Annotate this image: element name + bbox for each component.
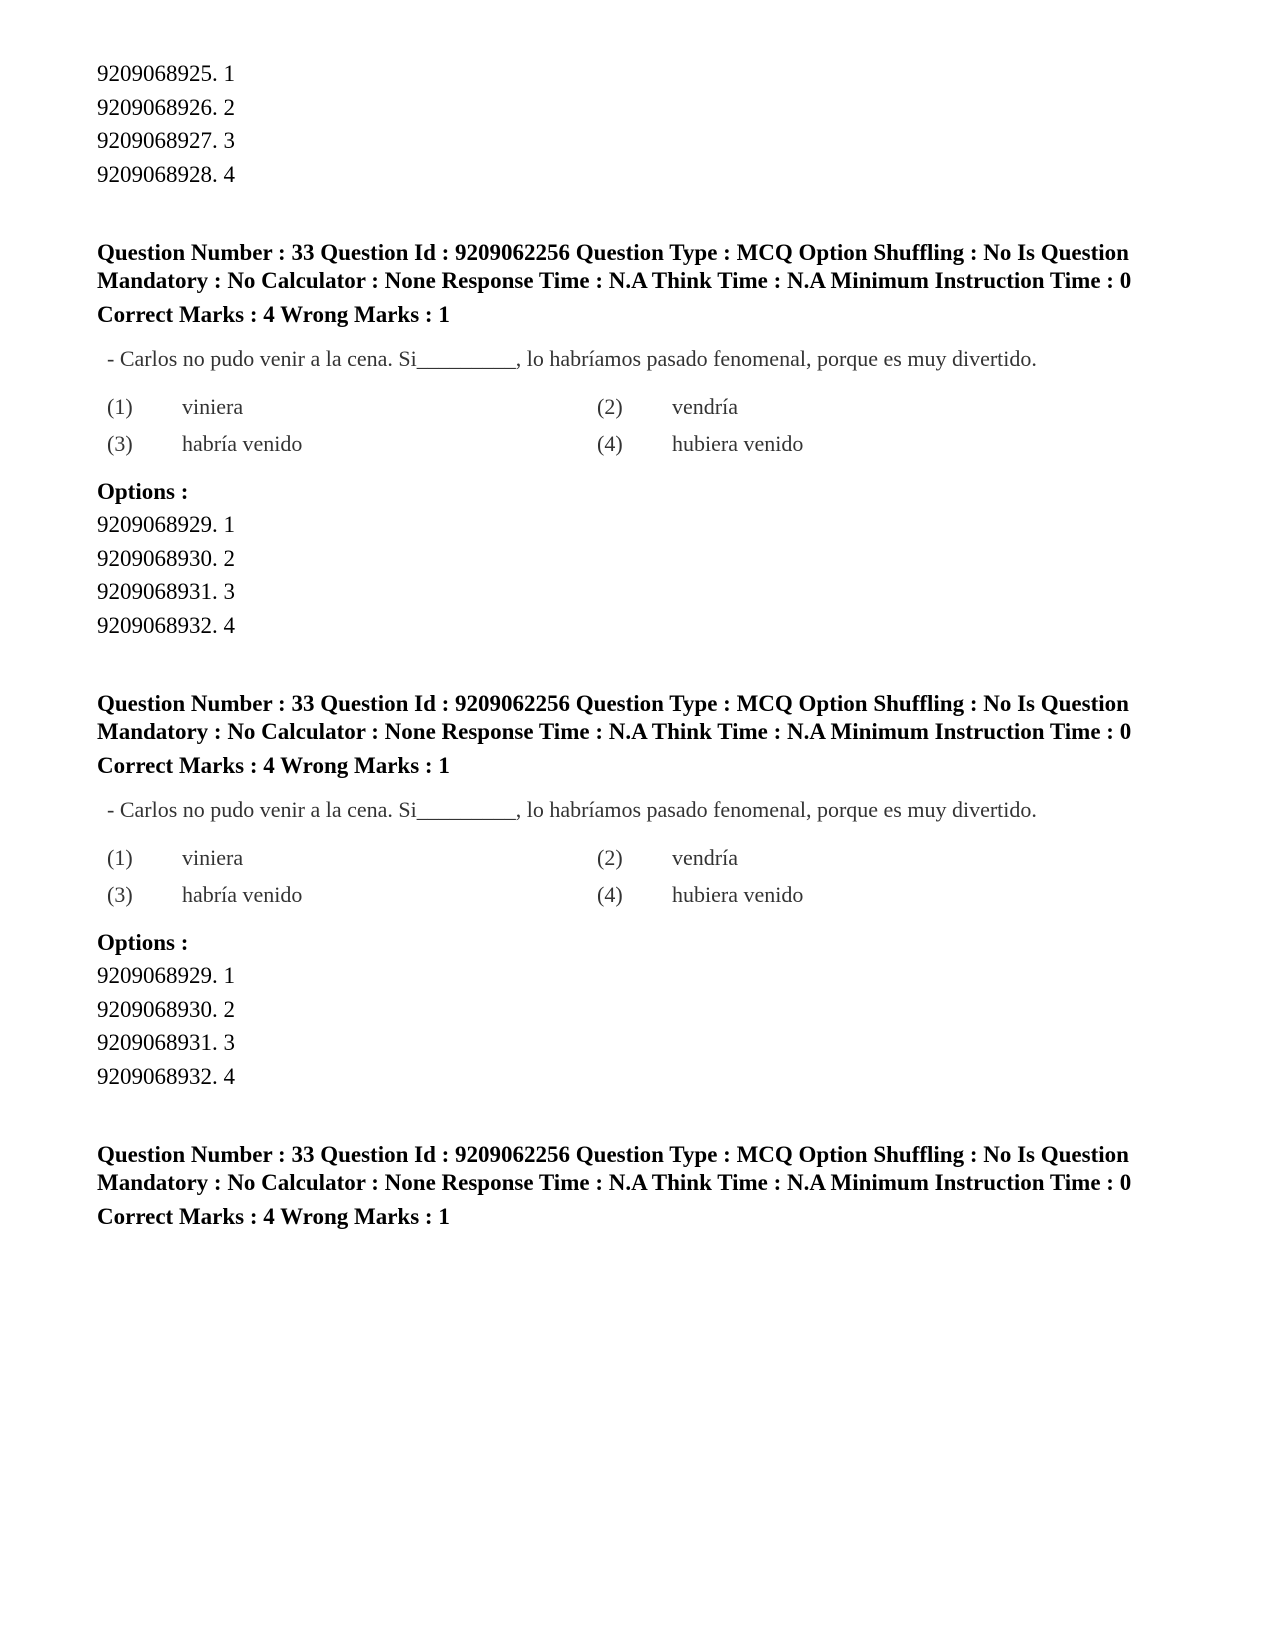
answer-choice [107, 393, 597, 421]
question-text: - Carlos no pudo venir a la cena. Si_________, lo habríamos pasado fenomenal, porque es muy divertido. [107, 797, 1037, 822]
document-page [97, 57, 1187, 1279]
option-line: 9209068925. 1 [97, 61, 235, 86]
option-line: 9209068927. 3 [97, 128, 235, 153]
question-block [97, 1141, 1187, 1231]
choice-text: hubiera venido [672, 882, 804, 907]
question-header: Question Number : 33 Question Id : 9209062256 Question Type : MCQ Option Shuffling : No Is Question Mandatory : No Calculator : None Response Time : N.A Think Time : N.A Minimum Instruction Time : 0 [97, 691, 1132, 744]
options-label: Options : [97, 930, 189, 955]
previous-options-list [97, 57, 1187, 191]
choice-text: viniera [182, 845, 244, 870]
option-line: 9209068932. 4 [97, 612, 235, 638]
option-line: 9209068931. 3 [97, 1030, 235, 1055]
question-marks: Correct Marks : 4 Wrong Marks : 1 [97, 1204, 450, 1229]
question-block [97, 690, 1187, 1093]
option-line: 9209068929. 1 [97, 963, 235, 988]
answer-choices [107, 844, 1092, 909]
question-image [107, 345, 1092, 458]
option-line: 9209068926. 2 [97, 94, 235, 120]
choice-text: vendría [672, 845, 738, 870]
option-line: 9209068930. 2 [97, 996, 235, 1022]
question-image [107, 796, 1092, 909]
option-line: 9209068931. 3 [97, 579, 235, 604]
answer-choice [107, 844, 597, 872]
answer-choice [597, 393, 997, 421]
choice-number: (2) [597, 394, 623, 419]
option-line: 9209068932. 4 [97, 1063, 235, 1089]
choice-number: (4) [597, 431, 623, 456]
answer-choices [107, 393, 1092, 458]
answer-choice [597, 881, 997, 909]
choice-text: viniera [182, 394, 244, 419]
options-label: Options : [97, 479, 189, 504]
choice-number: (1) [107, 845, 133, 870]
question-marks: Correct Marks : 4 Wrong Marks : 1 [97, 302, 450, 327]
choice-number: (1) [107, 394, 133, 419]
question-marks: Correct Marks : 4 Wrong Marks : 1 [97, 753, 450, 778]
option-line: 9209068930. 2 [97, 545, 235, 571]
question-block [97, 239, 1187, 642]
choice-text: vendría [672, 394, 738, 419]
option-line: 9209068928. 4 [97, 161, 235, 187]
answer-choice [597, 430, 997, 458]
choice-number: (3) [107, 431, 133, 456]
choice-text: habría venido [182, 431, 303, 456]
answer-choice [107, 430, 597, 458]
answer-choice [107, 881, 597, 909]
question-header: Question Number : 33 Question Id : 9209062256 Question Type : MCQ Option Shuffling : No Is Question Mandatory : No Calculator : None Response Time : N.A Think Time : N.A Minimum Instruction Time : 0 [97, 240, 1132, 293]
choice-text: habría venido [182, 882, 303, 907]
question-header: Question Number : 33 Question Id : 9209062256 Question Type : MCQ Option Shuffling : No Is Question Mandatory : No Calculator : None Response Time : N.A Think Time : N.A Minimum Instruction Time : 0 [97, 1142, 1132, 1195]
option-line: 9209068929. 1 [97, 512, 235, 537]
choice-text: hubiera venido [672, 431, 804, 456]
answer-choice [597, 844, 997, 872]
choice-number: (2) [597, 845, 623, 870]
question-text: - Carlos no pudo venir a la cena. Si_________, lo habríamos pasado fenomenal, porque es muy divertido. [107, 346, 1037, 371]
choice-number: (4) [597, 882, 623, 907]
choice-number: (3) [107, 882, 133, 907]
